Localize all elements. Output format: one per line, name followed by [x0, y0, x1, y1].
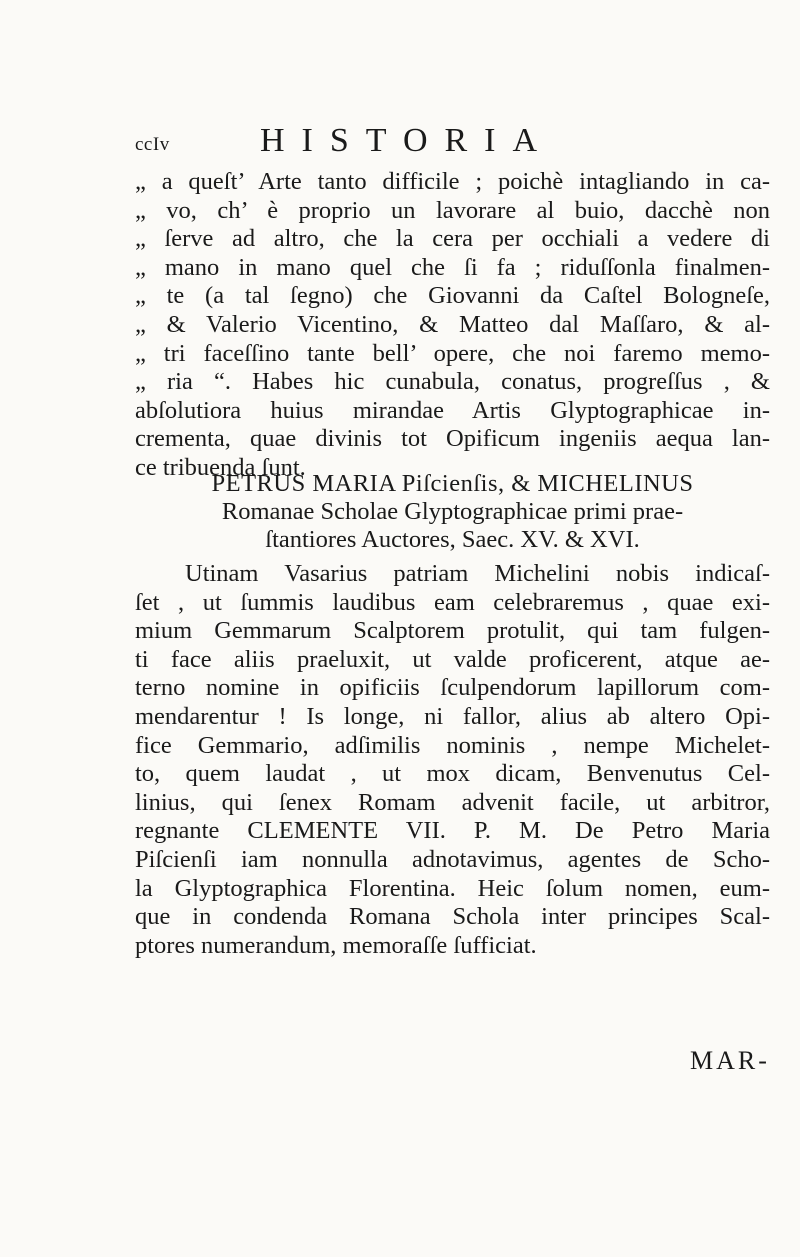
quote-line: „ tri faceſſino tante bell’ opere, che noi faremo memo-	[135, 339, 770, 367]
text-line: abſolutiora huius mirandae Artis Glyptographicae in-	[135, 396, 770, 424]
heading-line-1: PETRUS MARIA Piſcienſis, & MICHELINUS	[211, 470, 694, 497]
quote-line: „ te (a tal ſegno) che Giovanni da Caſtel Bologneſe,	[135, 282, 770, 310]
text-line: linius, qui ſenex Romam advenit facile, ut arbitror,	[135, 788, 770, 816]
text-line: ti face aliis praeluxit, ut valde proficerent, atque ae-	[135, 645, 770, 673]
section-heading	[135, 470, 770, 554]
text-line: mium Gemmarum Scalptorem protulit, qui tam fulgen-	[135, 617, 770, 645]
heading-line-3: ſtantiores Auctores, Saec. XV. & XVI.	[265, 526, 640, 553]
text-line: Piſcienſi iam nonnulla adnotavimus, agentes de Scho-	[135, 845, 770, 873]
text-line: terno nomine in opificiis ſculpendorum lapillorum com-	[135, 674, 770, 702]
running-title: HISTORIA	[260, 122, 555, 159]
catchword: MAR-	[690, 1046, 770, 1075]
page-header	[0, 122, 800, 162]
quote-line: „ ſerve ad altro, che la cera per occhiali a vedere di	[135, 225, 770, 253]
text-line: que in condenda Romana Schola inter principes Scal-	[135, 903, 770, 931]
text-line: la Glyptographica Florentina. Heic ſolum nomen, eum-	[135, 874, 770, 902]
paragraph-1	[135, 168, 770, 483]
text-line: Utinam Vasarius patriam Michelini nobis indicaſ-	[185, 560, 770, 587]
text-line: ptores numerandum, memoraſſe ſufficiat.	[135, 931, 537, 959]
quote-line: „ mano in mano quel che ſi fa ; riduſſonla finalmen-	[135, 253, 770, 281]
text-line: ſet , ut ſummis laudibus eam celebraremus , quae exi-	[135, 588, 770, 616]
page-number: ccIv	[135, 134, 170, 155]
text-line: mendarentur ! Is longe, ni fallor, alius ab altero Opi-	[135, 702, 770, 730]
quote-line: „ vo, ch’ è proprio un lavorare al buio, dacchè non	[135, 196, 770, 224]
quote-line: „ ria “. Habes hic cunabula, conatus, progreſſus , &	[135, 368, 770, 396]
quote-line: „ a queſt’ Arte tanto difficile ; poichè intagliando in ca-	[135, 168, 770, 195]
text-line: fice Gemmario, adſimilis nominis , nempe Michelet-	[135, 731, 770, 759]
paragraph-2	[135, 560, 770, 960]
text-line: ce tribuenda ſunt.	[135, 453, 306, 481]
text-line: to, quem laudat , ut mox dicam, Benvenutus Cel-	[135, 760, 770, 788]
quote-line: „ & Valerio Vicentino, & Matteo dal Maſſaro, & al-	[135, 310, 770, 338]
text-line: regnante CLEMENTE VII. P. M. De Petro Maria	[135, 817, 770, 845]
heading-line-2: Romanae Scholae Glyptographicae primi prae-	[221, 498, 684, 525]
text-line: crementa, quae divinis tot Opificum ingeniis aequa lan-	[135, 425, 770, 453]
